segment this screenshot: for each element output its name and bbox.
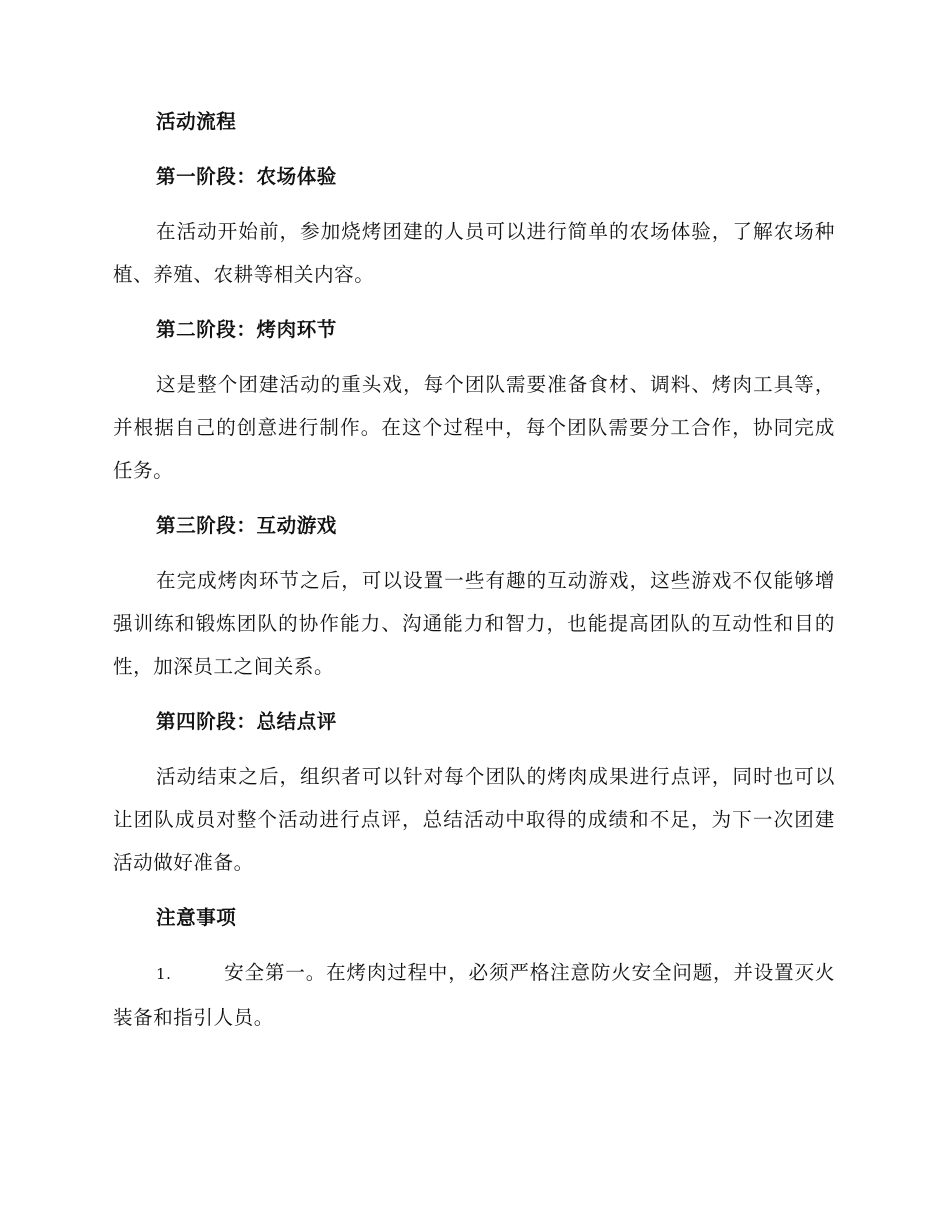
note-item-1-text: 安全第一。在烤肉过程中，必须严格注意防火安全问题，并设置灭火装备和指引人员。	[113, 961, 835, 1029]
note-item-1	[113, 951, 835, 1039]
stage-2-title: 第二阶段：烤肉环节	[156, 318, 337, 341]
stage-1-body: 在活动开始前，参加烧烤团建的人员可以进行简单的农场体验，了解农场种植、养殖、农耕等相关内容。	[113, 220, 835, 286]
stage-4-title: 第四阶段：总结点评	[156, 710, 337, 733]
notes-title: 注意事项	[156, 906, 237, 929]
stage-1-title: 第一阶段：农场体验	[156, 165, 337, 188]
stage-3-body: 在完成烤肉环节之后，可以设置一些有趣的互动游戏，这些游戏不仅能够增强训练和锻炼团队的协作能力、沟通能力和智力，也能提高团队的互动性和目的性，加深员工之间关系。	[113, 569, 835, 678]
note-item-1-number: 1.	[156, 965, 172, 983]
stage-3-title: 第三阶段：互动游戏	[156, 514, 337, 537]
document-page	[113, 100, 835, 1039]
section-title: 活动流程	[156, 110, 237, 133]
stage-2-body: 这是整个团建活动的重头戏，每个团队需要准备食材、调料、烤肉工具等，并根据自己的创意进行制作。在这个过程中，每个团队需要分工合作，协同完成任务。	[113, 373, 835, 482]
stage-4-body: 活动结束之后，组织者可以针对每个团队的烤肉成果进行点评，同时也可以让团队成员对整个活动进行点评，总结活动中取得的成绩和不足，为下一次团建活动做好准备。	[113, 765, 835, 874]
